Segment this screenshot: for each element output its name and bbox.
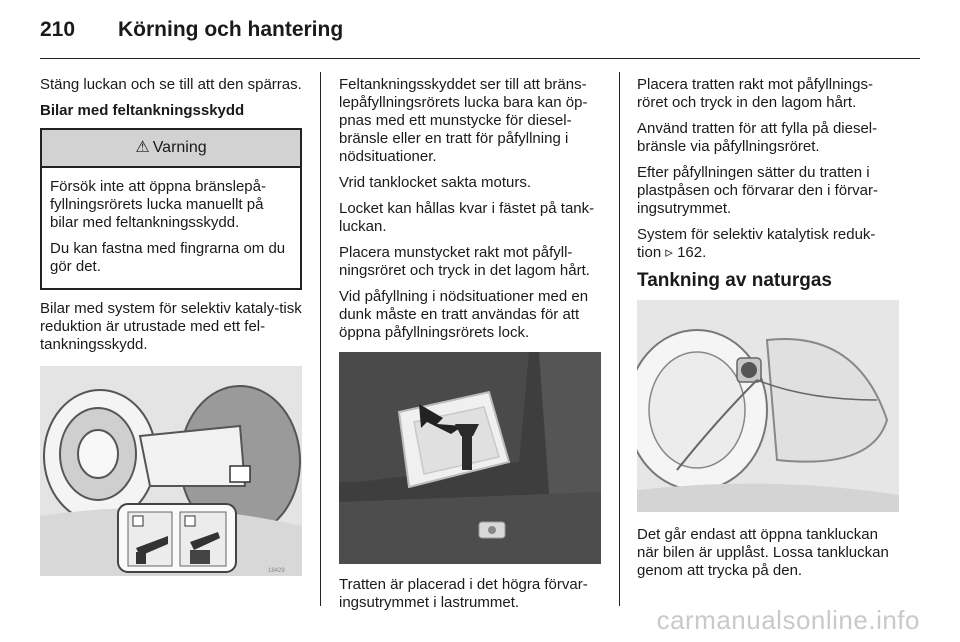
section-title: Tankning av naturgas [637,270,832,291]
page-number: 210 [40,18,76,41]
misfuel-protection-figure [40,366,302,576]
paragraph: Locket kan hållas kvar i fästet på tank-luckan. [339,200,595,235]
warning-box [40,128,302,290]
paragraph: Feltankningsskyddet ser till att bräns-lepåfyllningsrörets lucka bara kan öp-pnas med ett munstycke för diesel-bränsle eller en tratt för påfyllning i nödsituationer. [339,76,588,165]
chapter-title: Körning och hantering [118,18,344,41]
page-reference[interactable]: 162. [677,244,707,261]
paragraph: Vid påfyllning i nödsituationer med en dunk måste en tratt användas för att öppna påfyllningsrörets lock. [339,288,589,341]
funnel-storage-figure [339,352,601,564]
paragraph-text: System för selektiv katalytisk reduk-tion [637,226,876,261]
header-divider [40,58,920,59]
page-header [40,18,920,54]
paragraph [637,226,899,262]
warning-title: Varning [152,139,207,156]
watermark: carmanualsonline.info [656,605,920,635]
paragraph: Bilar med system för selektiv kataly-tisk reduktion är utrustade med ett fel-tankningsskydd. [40,300,302,353]
natural-gas-filler-illustration [637,300,899,512]
paragraph: Placera tratten rakt mot påfyllnings-röret och tryck in den lagom hårt. [637,76,873,111]
warning-body [42,168,300,288]
paragraph: Använd tratten för att fylla på diesel-bränsle via påfyllningsröret. [637,120,878,155]
warning-text: Försök inte att öppna bränslepå-fyllningsrörets lucka manuellt på bilar med feltankningsskydd. [50,178,266,231]
paragraph: Det går endast att öppna tankluckan när bilen är upplåst. Lossa tankluckan genom att trycka på den. [637,526,889,579]
warning-title-bar [42,130,300,168]
figure-code: 18429 [268,568,285,574]
luggage-compartment-illustration [339,352,601,564]
warning-triangle-icon: ⚠ [135,139,150,156]
column-1 [40,76,302,576]
page-reference-icon[interactable]: ▹ [665,244,673,261]
paragraph: Tratten är placerad i det högra förvar-ingsutrymmet i lastrummet. [339,576,588,611]
warning-text: Du kan fastna med fingrarna om du gör det. [50,240,286,275]
natural-gas-figure [637,300,899,512]
fuel-filler-illustration [40,366,302,576]
column-divider-1 [320,72,321,606]
paragraph: Efter påfyllningen sätter du tratten i plastpåsen och förvarar den i förvar-ingsutrymmet. [637,164,878,217]
column-2 [339,76,601,620]
column-divider-2 [619,72,620,606]
subheading: Bilar med feltankningsskydd [40,102,245,119]
paragraph: Vrid tanklocket sakta moturs. [339,174,532,191]
paragraph: Placera munstycket rakt mot påfyll-ningsröret och tryck in det lagom hårt. [339,244,590,279]
paragraph: Stäng luckan och se till att den spärras. [40,76,302,93]
column-3 [637,76,899,588]
